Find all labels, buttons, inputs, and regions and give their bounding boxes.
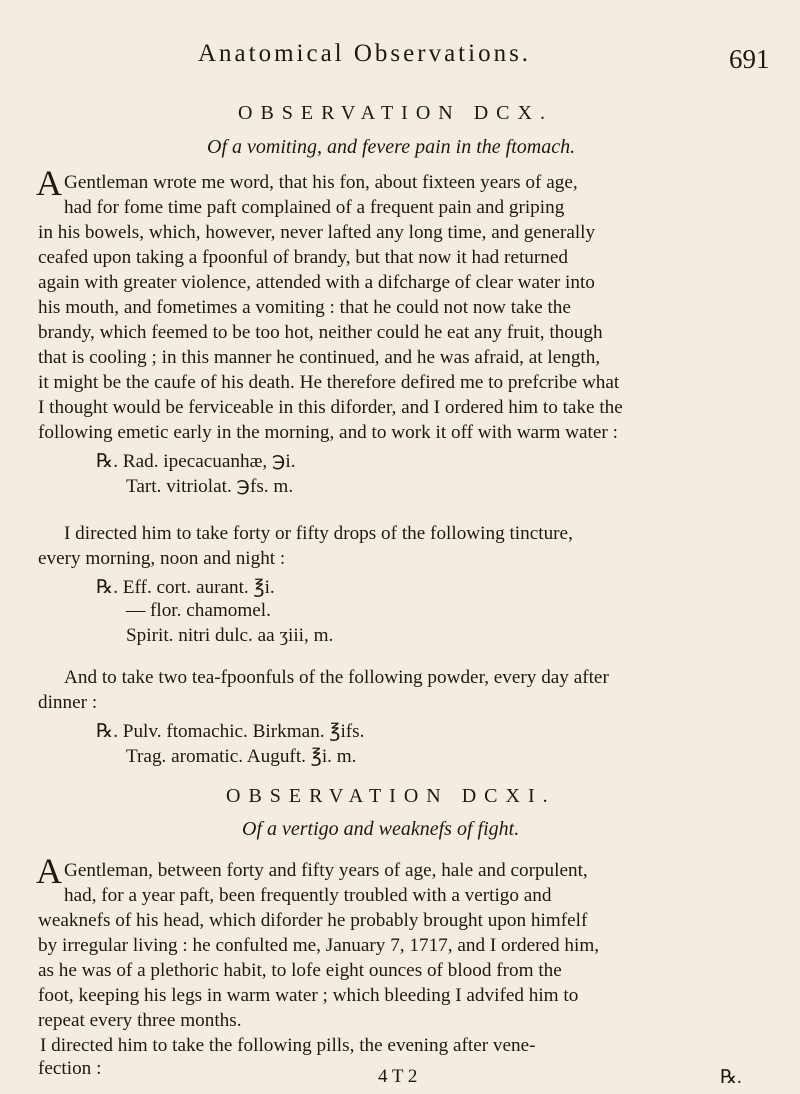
- paragraph-line: again with greater violence, attended with a difcharge of clear water into: [38, 272, 595, 293]
- paragraph-line: had for fome time paft complained of a frequent pain and griping: [64, 197, 565, 218]
- paragraph-line: Gentleman, between forty and fifty years of age, hale and corpulent,: [64, 860, 588, 881]
- drop-cap: A: [36, 851, 62, 891]
- paragraph-line: I directed him to take forty or fifty drops of the following tincture,: [64, 523, 573, 544]
- prescription-line: Tart. vitriolat. ℈fs. m.: [126, 476, 294, 497]
- observation-subtitle: Of a vomiting, and fevere pain in the ftomach.: [207, 136, 576, 158]
- paragraph-line: his mouth, and fometimes a vomiting : that he could not now take the: [38, 297, 571, 318]
- paragraph-line: Gentleman wrote me word, that his fon, about fixteen years of age,: [64, 172, 578, 193]
- paragraph-line: I directed him to take the following pills, the evening after vene-: [40, 1035, 536, 1056]
- paragraph-line: And to take two tea-fpoonfuls of the following powder, every day after: [64, 667, 609, 688]
- paragraph-line: as he was of a plethoric habit, to lofe eight ounces of blood from the: [38, 960, 562, 981]
- paragraph-line: fection :: [38, 1058, 102, 1079]
- paragraph-line: had, for a year paft, been frequently troubled with a vertigo and: [64, 885, 552, 906]
- observation-title: OBSERVATION DCXI.: [226, 785, 556, 807]
- prescription-line: ℞. Pulv. ftomachic. Birkman. ℥ifs.: [96, 721, 365, 742]
- prescription-line: Trag. aromatic. Auguft. ℥i. m.: [126, 746, 357, 767]
- prescription-line: Spirit. nitri dulc. aa ʒiii, m.: [126, 625, 334, 646]
- catchword: ℞.: [720, 1067, 742, 1088]
- paragraph-line: brandy, which feemed to be too hot, neither could he eat any fruit, though: [38, 322, 603, 343]
- observation-subtitle: Of a vertigo and weaknefs of fight.: [242, 818, 520, 840]
- paragraph-line: weaknefs of his head, which diforder he probably brought upon himfelf: [38, 910, 588, 931]
- paragraph-line: every morning, noon and night :: [38, 548, 286, 569]
- paragraph-line: I thought would be ferviceable in this diforder, and I ordered him to take the: [38, 397, 623, 418]
- paragraph-line: that is cooling ; in this manner he continued, and he was afraid, at length,: [38, 347, 601, 368]
- paragraph-line: in his bowels, which, however, never lafted any long time, and generally: [38, 222, 596, 243]
- paragraph-line: repeat every three months.: [38, 1010, 242, 1031]
- prescription-line: — flor. chamomel.: [126, 600, 271, 621]
- prescription-line: ℞. Rad. ipecacuanhæ, ℈i.: [96, 451, 296, 472]
- paragraph-line: by irregular living : he confulted me, January 7, 1717, and I ordered him,: [38, 935, 600, 956]
- paragraph-line: it might be the caufe of his death. He therefore defired me to prefcribe what: [38, 372, 620, 393]
- observation-title: OBSERVATION DCX.: [238, 102, 553, 124]
- running-head: Anatomical Observations.: [198, 40, 532, 67]
- paragraph-line: following emetic early in the morning, and to work it off with warm water :: [38, 422, 618, 443]
- signature-mark: 4 T 2: [378, 1066, 418, 1087]
- paragraph-line: foot, keeping his legs in warm water ; which bleeding I advifed him to: [38, 985, 579, 1006]
- paragraph-line: ceafed upon taking a fpoonful of brandy, but that now it had returned: [38, 247, 568, 268]
- prescription-line: ℞. Eff. cort. aurant. ℥i.: [96, 577, 275, 598]
- paragraph-line: dinner :: [38, 692, 98, 713]
- page-number: 691: [729, 44, 770, 74]
- drop-cap: A: [36, 163, 62, 203]
